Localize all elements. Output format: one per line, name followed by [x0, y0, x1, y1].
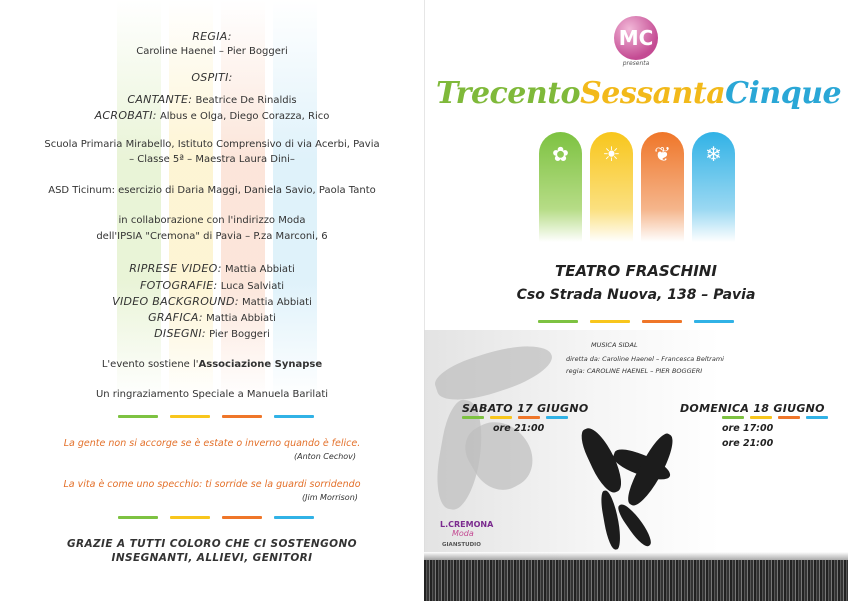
- regia-heading: REGIA:: [192, 30, 232, 43]
- dashes-saturday: [462, 416, 572, 419]
- title-part-1: Trecento: [436, 76, 581, 111]
- color-dashes-left-2: [118, 516, 328, 519]
- leaf-icon: ❦: [654, 142, 671, 166]
- evento-line: L'evento sostiene l'Associazione Synapse: [101, 359, 323, 370]
- hibiscus-icon: ✿: [552, 142, 569, 166]
- color-dashes-left-1: [118, 415, 328, 418]
- date-sunday: DOMENICA 18 GIUGNO: [680, 402, 825, 415]
- ringraziamento-line: Un ringraziamento Speciale a Manuela Barilati: [95, 389, 329, 400]
- season-column-summer: [590, 132, 633, 242]
- time-saturday: ore 21:00: [493, 423, 545, 434]
- asd-line: ASD Ticinum: esercizio di Daria Maggi, Daniela Savio, Paola Tanto: [48, 185, 376, 196]
- grass-strip: [424, 560, 848, 601]
- sponsor-cremona-sub: Moda: [452, 529, 474, 538]
- season-column-spring: [539, 132, 582, 242]
- sun-icon: ☀: [602, 142, 621, 166]
- credit-riprese: RIPRESE VIDEO: Mattia Abbiati: [129, 262, 295, 275]
- venue-name: TEATRO FRASCHINI: [555, 262, 717, 280]
- quote-2: La vita è come uno specchio: ti sorride se la guardi sorridendo: [63, 479, 361, 490]
- logo-subtitle: presenta: [622, 60, 650, 67]
- direction-credit: diretta da: Caroline Haenel – Francesca Beltrami: [566, 355, 724, 363]
- collab-line-2: dell'IPSIA "Cremona" di Pavia – P.za Marconi, 6: [96, 231, 328, 242]
- time-sunday-2: ore 21:00: [722, 438, 774, 449]
- sponsor-gianstudio: GIANSTUDIO: [442, 542, 481, 548]
- dashes-sunday: [722, 416, 832, 419]
- regia-names: Caroline Haenel – Pier Boggeri: [136, 46, 288, 57]
- scuola-line-1: Scuola Primaria Mirabello, Istituto Comprensivo di via Acerbi, Pavia: [44, 139, 380, 150]
- credit-grafica: GRAFICA: Mattia Abbiati: [148, 311, 276, 324]
- color-dashes-right: [538, 320, 738, 323]
- venue-address: Cso Strada Nuova, 138 – Pavia: [516, 287, 756, 303]
- sponsor-cremona: L.CREMONA: [440, 520, 494, 529]
- title-part-3: Cinque: [725, 76, 842, 111]
- credit-disegni: DISEGNI: Pier Boggeri: [154, 327, 270, 340]
- season-column-autumn: [641, 132, 684, 242]
- collab-line-1: in collaborazione con l'indirizzo Moda: [118, 215, 306, 226]
- title-part-2: Sessanta: [580, 76, 726, 111]
- mc-logo: MC: [614, 16, 658, 60]
- quote-1-author: (Anton Cechov): [294, 452, 357, 461]
- cantante-line: CANTANTE: Beatrice De Rinaldis: [127, 93, 297, 106]
- music-credit: MUSICA SIDAL: [591, 341, 638, 349]
- ospiti-heading: OSPITI:: [191, 71, 233, 84]
- time-sunday-1: ore 17:00: [722, 423, 774, 434]
- acrobati-line: ACROBATI: Albus e Olga, Diego Corazza, Rico: [94, 109, 330, 122]
- credit-video-bg: VIDEO BACKGROUND: Mattia Abbiati: [112, 295, 312, 308]
- date-saturday: SABATO 17 GIUGNO: [462, 402, 589, 415]
- scuola-line-2: – Classe 5ª – Maestra Laura Dini–: [129, 154, 295, 165]
- quote-1: La gente non si accorge se è estate o inverno quando è felice.: [63, 438, 361, 449]
- show-title: [436, 76, 842, 111]
- quote-2-author: (Jim Morrison): [302, 493, 358, 502]
- credit-fotografie: FOTOGRAFIE: Luca Salviati: [139, 279, 285, 292]
- grazie-line-2: INSEGNANTI, ALLIEVI, GENITORI: [111, 552, 313, 564]
- grazie-line-1: GRAZIE A TUTTI COLORO CHE CI SOSTENGONO: [67, 538, 357, 550]
- season-column-winter: [692, 132, 735, 242]
- regia-credit: regia: CAROLINE HAENEL – PIER BOGGERI: [566, 367, 703, 375]
- snowflake-icon: ❄: [705, 142, 722, 166]
